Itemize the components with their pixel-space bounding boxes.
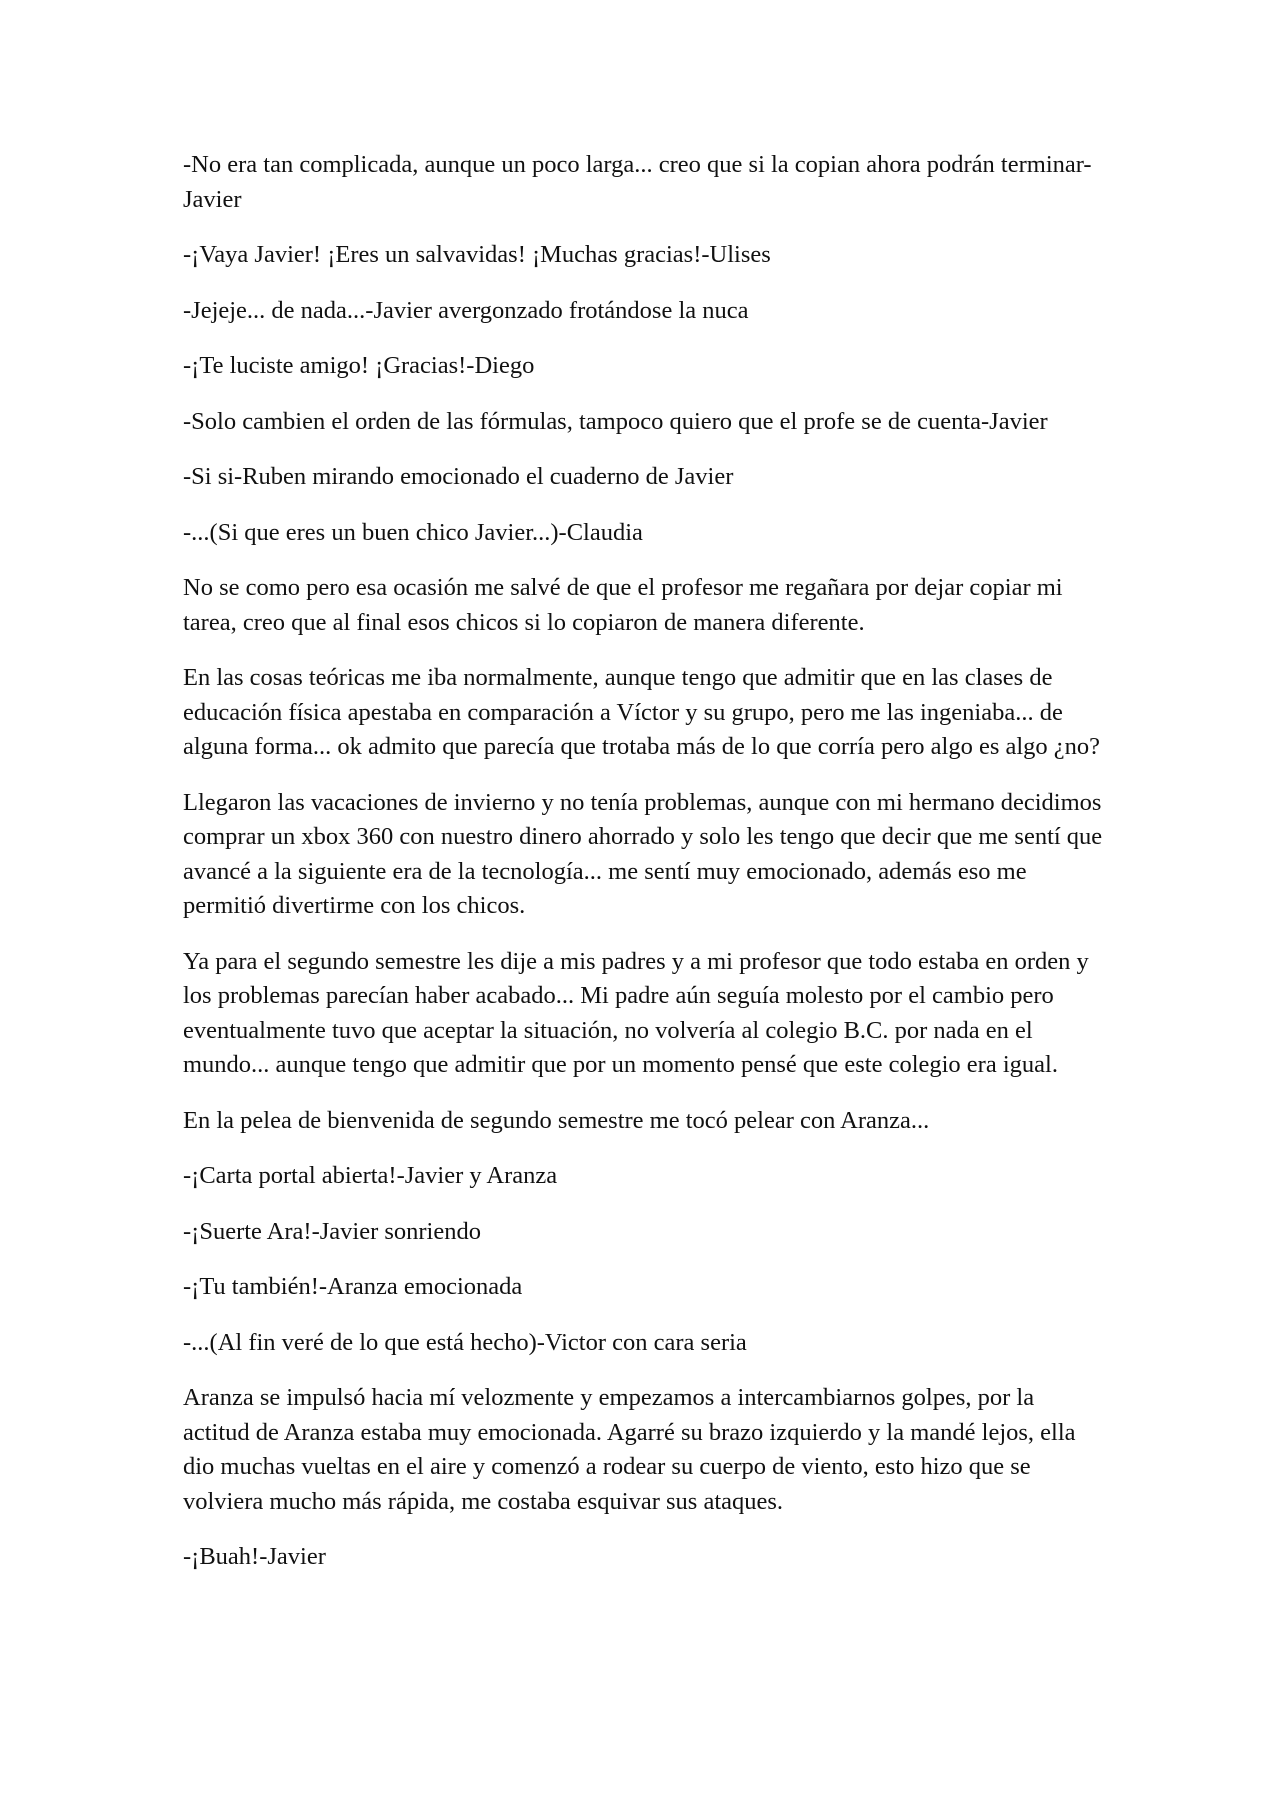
paragraph-narration-classes: En las cosas teóricas me iba normalmente, aunque tengo que admitir que en las clases de educación física apestaba en comparación a Víctor y su grupo, pero me las ingeniaba... de alguna forma... ok admito que parecía que trotaba más de lo que corría pero algo es algo ¿no? [183, 664, 1101, 760]
paragraph-dialogue-diego: -¡Te luciste amigo! ¡Gracias!-Diego [183, 352, 535, 379]
paragraph-dialogue-claudia: -...(Si que eres un buen chico Javier...)-Claudia [183, 518, 643, 546]
paragraph-dialogue-javier-luck: -¡Suerte Ara!-Javier sonriendo [183, 1217, 481, 1245]
paragraph-dialogue-portal-card: -¡Carta portal abierta!-Javier y Aranza [183, 1162, 558, 1189]
paragraph-dialogue-ulises: -¡Vaya Javier! ¡Eres un salvavidas! ¡Muchas gracias!-Ulises [183, 241, 771, 268]
paragraph-narration-second-semester: Ya para el segundo semestre les dije a mis padres y a mi profesor que todo estaba en orden y los problemas parecían haber acabado... Mi padre aún seguía molesto por el cambio pero eventualmente tuvo que aceptar la situación, no volvería al colegio B.C. por nada en el mundo... aunque tengo que admitir que por un momento pensé que este colegio era igual. [183, 947, 1089, 1078]
paragraph-dialogue-aranza: -¡Tu también!-Aranza emocionada [183, 1273, 523, 1300]
paragraph-dialogue-javier-homework: -No era tan complicada, aunque un poco larga... creo que si la copian ahora podrán terminar-Javier [183, 151, 1092, 213]
paragraph-dialogue-ruben: -Si si-Ruben mirando emocionado el cuaderno de Javier [183, 463, 734, 490]
paragraph-narration-fight: Aranza se impulsó hacia mí velozmente y empezamos a intercambiarnos golpes, por la actitud de Aranza estaba muy emocionada. Agarré su brazo izquierdo y la mandé lejos, ella dio muchas vueltas en el aire y comenzó a rodear su cuerpo de viento, esto hizo que se volviera mucho más rápida, me costaba esquivar sus ataques. [183, 1384, 1076, 1515]
paragraph-dialogue-victor: -...(Al fin veré de lo que está hecho)-Victor con cara seria [183, 1328, 747, 1356]
paragraph-dialogue-javier-embarrassed: -Jejeje... de nada...-Javier avergonzado frotándose la nuca [183, 296, 749, 324]
paragraph-dialogue-javier-formulas: -Solo cambien el orden de las fórmulas, tampoco quiero que el profe se de cuenta-Javier [183, 407, 1048, 435]
document-body [183, 148, 1103, 1596]
paragraph-dialogue-javier-buah: -¡Buah!-Javier [183, 1543, 326, 1570]
paragraph-narration-teacher: No se como pero esa ocasión me salvé de que el profesor me regañara por dejar copiar mi tarea, creo que al final esos chicos si lo copiaron de manera diferente. [183, 574, 1063, 636]
paragraph-narration-vacation: Llegaron las vacaciones de invierno y no tenía problemas, aunque con mi hermano decidimos comprar un xbox 360 con nuestro dinero ahorrado y solo les tengo que decir que me sentí que avancé a la siguiente era de la tecnología... me sentí muy emocionado, además eso me permitió divertirme con los chicos. [183, 788, 1103, 919]
paragraph-narration-fight-intro: En la pelea de bienvenida de segundo semestre me tocó pelear con Aranza... [183, 1106, 930, 1134]
